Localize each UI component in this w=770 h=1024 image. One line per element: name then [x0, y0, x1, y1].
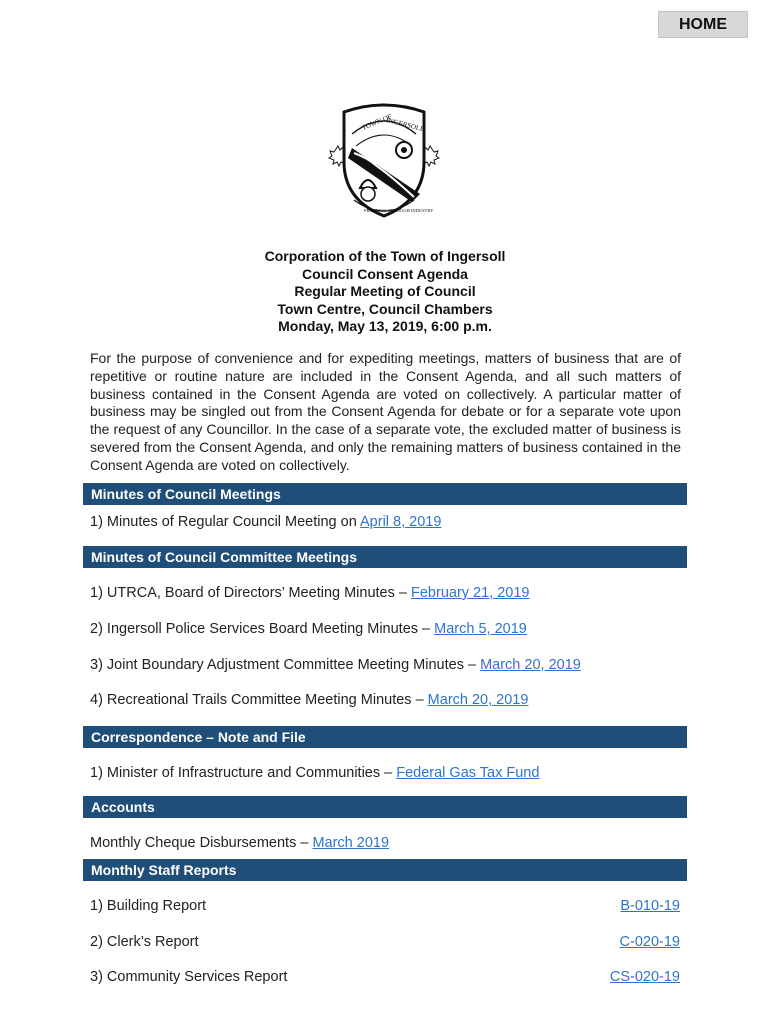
link-police-board-minutes[interactable]: March 5, 2019 [434, 621, 527, 637]
link-march-2019-disbursements[interactable]: March 2019 [312, 835, 390, 851]
link-report-cs-020-19[interactable]: CS-020-19 [609, 969, 680, 985]
intro-paragraph: For the purpose of convenience and for expediting meetings, matters of business that are of repetitive or routine nature are included in the Consent Agenda, and all such matters of business contained in the Consent Agenda are voted on collectively. A particular matter of business may be singled out from the Consent Agenda for debate or for a separate vote upon the request of any Councillor. In the case of a separate vote, the excluded matter of business is severed from the Consent Agenda, and only the remaining matters of business contained in the Consent Agenda are voted on collectively. [90, 350, 681, 473]
list-item: 1) Building Report B-010-19 [90, 898, 680, 914]
svg-text:INGERSOLL: INGERSOLL [385, 116, 426, 134]
link-report-b-010-19[interactable]: B-010-19 [620, 898, 680, 914]
list-item: 3) Community Services Report CS-020-19 [90, 969, 680, 985]
link-boundary-committee-minutes[interactable]: March 20, 2019 [480, 657, 581, 673]
section-header-accounts: Accounts [83, 796, 687, 818]
link-utrca-minutes[interactable]: February 21, 2019 [411, 585, 530, 601]
agenda-title-block [0, 248, 770, 336]
list-item: 1) UTRCA, Board of Directors’ Meeting Minutes – February 21, 2019 [90, 585, 530, 601]
section-header-correspondence: Correspondence – Note and File [83, 726, 687, 748]
svg-text:TOWN OF: TOWN OF [360, 112, 394, 132]
list-item: 1) Minutes of Regular Council Meeting on April 8, 2019 [90, 514, 442, 530]
header-location: Town Centre, Council Chambers [277, 300, 493, 317]
list-item: 4) Recreational Trails Committee Meeting Minutes – March 20, 2019 [90, 692, 529, 708]
header-date-time: Monday, May 13, 2019, 6:00 p.m. [278, 318, 492, 335]
link-report-c-020-19[interactable]: C-020-19 [619, 934, 680, 950]
list-item: Monthly Cheque Disbursements – March 2019 [90, 835, 390, 851]
section-header-staff-reports: Monthly Staff Reports [83, 859, 687, 881]
section-header-committee-minutes: Minutes of Council Committee Meetings [83, 546, 687, 568]
header-corporation: Corporation of the Town of Ingersoll [264, 248, 506, 264]
link-trails-committee-minutes[interactable]: March 20, 2019 [427, 692, 529, 708]
header-agenda-type: Council Consent Agenda [302, 265, 468, 282]
link-federal-gas-tax-fund[interactable]: Federal Gas Tax Fund [396, 765, 540, 781]
link-april-8-2019[interactable]: April 8, 2019 [360, 514, 442, 530]
list-item: 3) Joint Boundary Adjustment Committee Meeting Minutes – March 20, 2019 [90, 657, 581, 673]
home-button[interactable]: HOME [658, 11, 748, 38]
town-crest-logo [328, 100, 440, 222]
list-item: 2) Ingersoll Police Services Board Meeting Minutes – March 5, 2019 [90, 621, 527, 637]
svg-text:PROGRESS THROUGH INDUSTRY: PROGRESS THROUGH INDUSTRY [364, 208, 434, 213]
list-item: 2) Clerk’s Report C-020-19 [90, 934, 680, 950]
section-header-council-minutes: Minutes of Council Meetings [83, 483, 687, 505]
header-meeting-type: Regular Meeting of Council [294, 283, 476, 300]
list-item: 1) Minister of Infrastructure and Communities – Federal Gas Tax Fund [90, 765, 540, 781]
